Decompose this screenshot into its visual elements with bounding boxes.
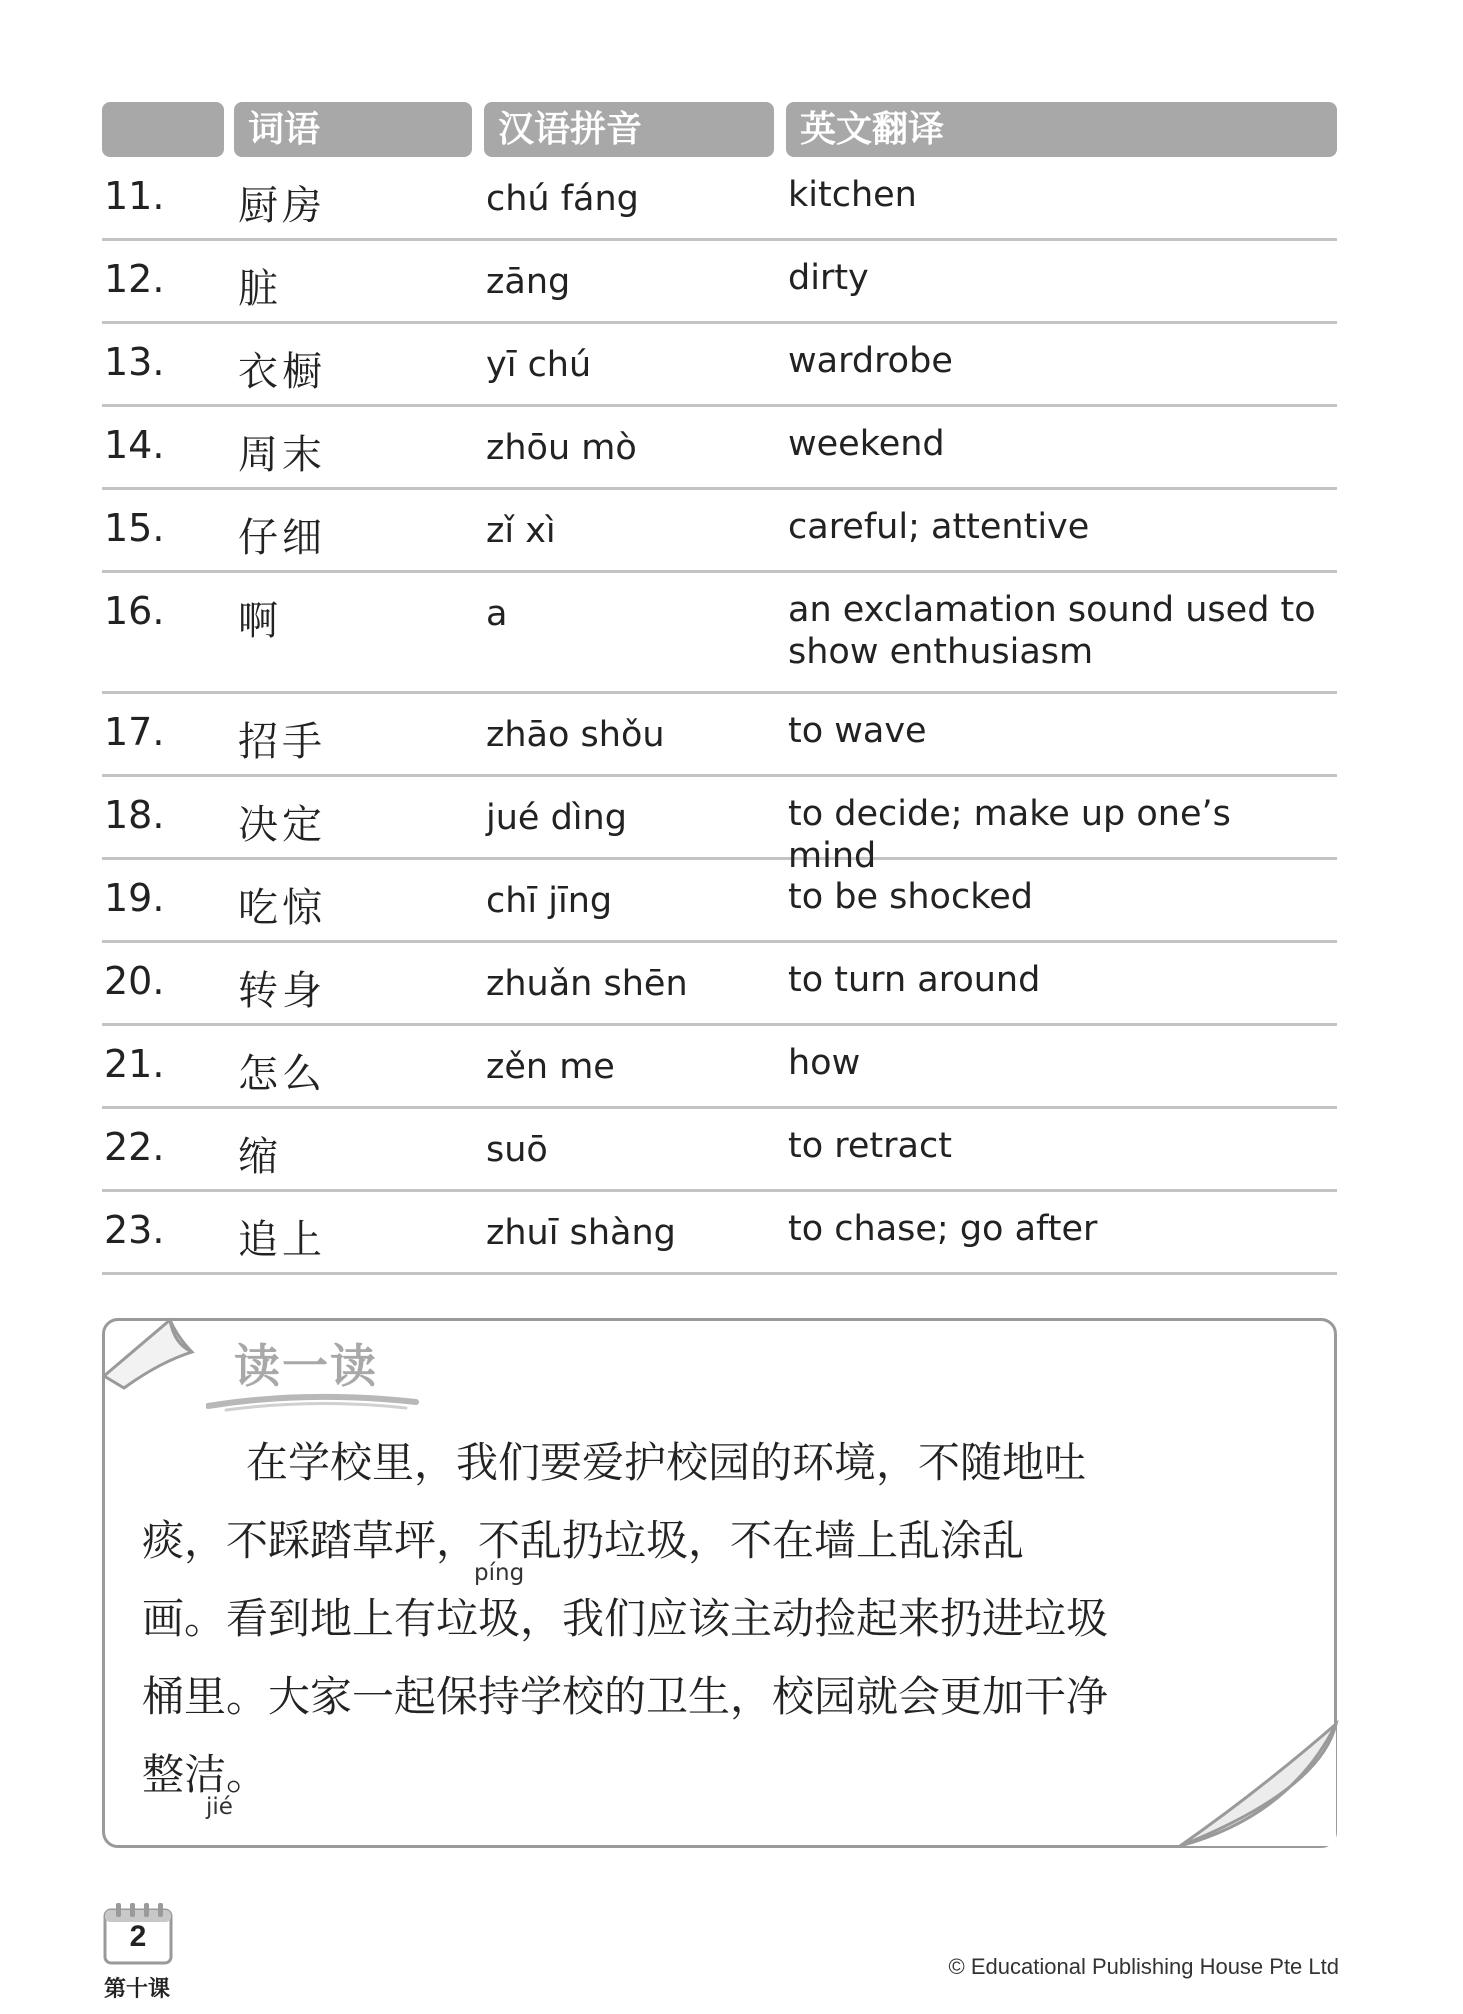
row-pinyin: zāng <box>486 262 571 302</box>
reading-title: 读一读 <box>234 1339 378 1393</box>
row-word: 衣橱 <box>238 349 326 395</box>
reading-line: 画。看到地上有垃圾，我们应该主动捡起来扔进垃圾 <box>142 1594 1109 1643</box>
row-word: 脏 <box>238 266 282 312</box>
row-word: 厨房 <box>238 183 326 229</box>
title-underline-icon <box>206 1386 426 1416</box>
table-row <box>102 860 1337 943</box>
row-word: 缩 <box>238 1134 282 1180</box>
table-row <box>102 694 1337 777</box>
row-english: dirty <box>788 258 869 298</box>
row-pinyin: zǐ xì <box>486 511 556 551</box>
row-english: an exclamation sound used to show enthusiasm <box>788 590 1316 672</box>
row-pinyin: chú fáng <box>486 179 639 219</box>
row-number: 15. <box>104 506 165 550</box>
header-blank <box>102 102 224 157</box>
row-english: to chase; go after <box>788 1209 1098 1249</box>
row-word: 周末 <box>238 432 326 478</box>
row-number: 22. <box>104 1125 165 1169</box>
row-pinyin: zhuī shàng <box>486 1213 676 1253</box>
row-number: 20. <box>104 959 165 1003</box>
table-row <box>102 573 1337 694</box>
row-pinyin: yī chú <box>486 345 592 385</box>
table-row <box>102 407 1337 490</box>
row-number: 12. <box>104 257 165 301</box>
table-row <box>102 324 1337 407</box>
table-row <box>102 1109 1337 1192</box>
reading-line: 痰，不踩踏草坪，不乱扔垃圾，不在墙上乱涂乱 <box>142 1516 1025 1565</box>
row-pinyin: zěn me <box>486 1047 615 1087</box>
table-row <box>102 1026 1337 1109</box>
row-word: 吃惊 <box>238 885 326 931</box>
row-english: wardrobe <box>788 341 953 381</box>
row-pinyin: jué dìng <box>486 798 627 838</box>
row-number: 17. <box>104 710 165 754</box>
row-pinyin: suō <box>486 1130 548 1170</box>
header-words: 词语 <box>234 102 472 157</box>
row-pinyin: zhōu mò <box>486 428 637 468</box>
row-number: 13. <box>104 340 165 384</box>
row-number: 18. <box>104 793 165 837</box>
header-english: 英文翻译 <box>786 102 1337 157</box>
row-number: 21. <box>104 1042 165 1086</box>
header-pinyin: 汉语拼音 <box>484 102 774 157</box>
row-english: to turn around <box>788 960 1041 1000</box>
table-row <box>102 241 1337 324</box>
row-english: to be shocked <box>788 877 1033 917</box>
reading-line: 在学校里，我们要爱护校园的环境，不随地吐 <box>246 1438 1087 1487</box>
row-pinyin: a <box>486 594 508 634</box>
row-pinyin: chī jīng <box>486 881 613 921</box>
row-number: 16. <box>104 589 165 633</box>
pinyin-annotation: jié <box>206 1794 233 1820</box>
row-english: how <box>788 1043 861 1083</box>
page-curl-bottom-right-icon <box>1170 1720 1342 1852</box>
reading-line: 整洁。 <box>142 1750 269 1799</box>
row-word: 转身 <box>238 968 326 1014</box>
row-word: 追上 <box>238 1217 326 1263</box>
row-word: 招手 <box>238 719 326 765</box>
row-english: weekend <box>788 424 945 464</box>
row-word: 怎么 <box>238 1051 326 1097</box>
table-row <box>102 490 1337 573</box>
row-english: careful; attentive <box>788 507 1090 547</box>
row-word: 决定 <box>238 802 326 848</box>
page-number: 2 <box>129 1920 147 1953</box>
row-english: to decide; make up one’s mind <box>788 794 1231 876</box>
reading-line: 桶里。大家一起保持学校的卫生，校园就会更加干净 <box>142 1672 1109 1721</box>
table-row <box>102 158 1337 241</box>
row-pinyin: zhuǎn shēn <box>486 964 688 1004</box>
row-number: 14. <box>104 423 165 467</box>
row-pinyin: zhāo shǒu <box>486 715 665 755</box>
row-english: to retract <box>788 1126 952 1166</box>
table-row <box>102 943 1337 1026</box>
row-number: 19. <box>104 876 165 920</box>
lesson-label: 第十课 <box>104 1977 171 2002</box>
row-number: 11. <box>104 174 165 218</box>
table-row <box>102 777 1337 876</box>
row-english: to wave <box>788 711 927 751</box>
row-word: 仔细 <box>238 515 326 561</box>
row-number: 23. <box>104 1208 165 1252</box>
page-curl-top-left-icon <box>100 1314 212 1394</box>
row-english: kitchen <box>788 175 917 215</box>
vocabulary-table <box>102 158 1337 1275</box>
row-word: 啊 <box>238 598 282 644</box>
pinyin-annotation: píng <box>474 1560 525 1586</box>
table-row <box>102 1192 1337 1275</box>
copyright-text: © Educational Publishing House Pte Ltd <box>948 1954 1339 1979</box>
